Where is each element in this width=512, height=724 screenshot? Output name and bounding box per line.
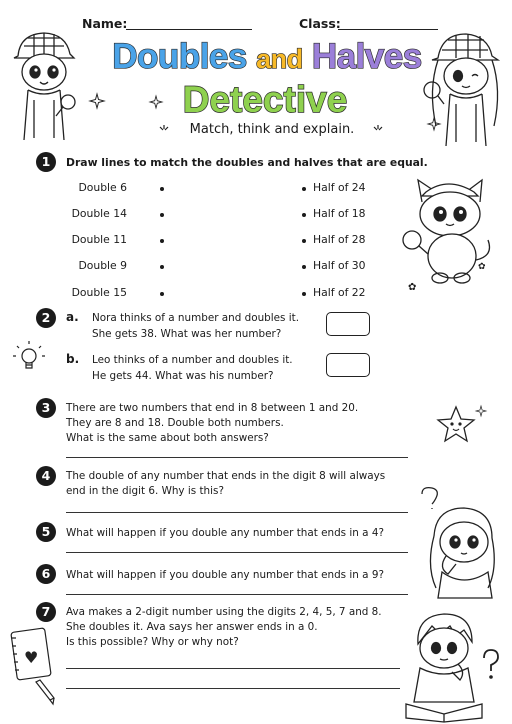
q2a-line1: Nora thinks of a number and doubles it.: [92, 312, 300, 324]
q1-left-item: Double 14: [71, 207, 127, 220]
thinking-boy-illustration: [404, 606, 486, 722]
q2b-line2: He gets 44. What was his number?: [92, 370, 274, 382]
q5-answer-line[interactable]: [66, 552, 408, 553]
sparkle-icon: [158, 125, 170, 137]
q1-left-dot[interactable]: [160, 265, 164, 269]
q2a-answer-box[interactable]: [326, 312, 370, 336]
worksheet-title: [112, 38, 422, 78]
subtitle: Match, think and explain.: [189, 122, 355, 137]
question-number-5: 5: [36, 522, 56, 542]
q6-line1: What will happen if you double any number that ends in a 9?: [66, 569, 384, 581]
q2-part-a-letter: a.: [66, 310, 79, 324]
q4-answer-line[interactable]: [66, 512, 408, 513]
q7-line3: Is this possible? Why or why not?: [66, 636, 239, 648]
q1-right-item: Half of 28: [313, 233, 366, 246]
q1-left-item: Double 6: [78, 181, 127, 194]
q4-line2: end in the digit 6. Why is this?: [66, 485, 224, 497]
paw-print-icon: ✿: [408, 282, 417, 293]
q1-left-dot[interactable]: [160, 213, 164, 217]
sparkle-icon: [372, 125, 384, 137]
sparkle-icon: [476, 406, 486, 416]
star-outline-icon: [90, 94, 104, 108]
q1-right-item: Half of 24: [313, 181, 366, 194]
q1-instruction: Draw lines to match the doubles and halves that are equal.: [66, 156, 428, 169]
q1-right-dot[interactable]: [302, 187, 306, 191]
question-number-1: 1: [36, 152, 56, 172]
q2b-answer-box[interactable]: [326, 353, 370, 377]
q1-right-dot[interactable]: [302, 213, 306, 217]
q5-line1: What will happen if you double any number that ends in a 4?: [66, 527, 384, 539]
q1-left-item: Double 9: [78, 259, 127, 272]
name-label: Name:: [82, 16, 128, 31]
q1-right-dot[interactable]: [302, 292, 306, 296]
question-mark-icon: [480, 648, 502, 682]
title-word-halves: Halves: [311, 37, 422, 76]
class-label: Class:: [299, 16, 341, 31]
q1-right-item: Half of 18: [313, 207, 366, 220]
q2b-line1: Leo thinks of a number and doubles it.: [92, 354, 293, 366]
question-number-3: 3: [36, 398, 56, 418]
detective-boy-illustration: [4, 28, 84, 144]
q4-line1: The double of any number that ends in the digit 8 will always: [66, 470, 386, 482]
question-number-7: 7: [36, 602, 56, 622]
q6-answer-line[interactable]: [66, 594, 408, 595]
q1-right-item: Half of 30: [313, 259, 366, 272]
q3-line1: There are two numbers that end in 8 between 1 and 20.: [66, 402, 359, 414]
q7-line2: She doubles it. Ava says her answer ends in a 0.: [66, 621, 318, 633]
thinking-girl-illustration: [408, 488, 504, 600]
q2-part-b-letter: b.: [66, 352, 80, 366]
q1-left-dot[interactable]: [160, 292, 164, 296]
q1-left-item: Double 15: [71, 286, 127, 299]
title-word-and: and: [256, 44, 303, 74]
lightbulb-icon: [12, 340, 46, 376]
paw-print-icon: ✿: [478, 262, 486, 272]
q1-right-item: Half of 22: [313, 286, 366, 299]
q1-right-dot[interactable]: [302, 239, 306, 243]
q1-right-dot[interactable]: [302, 265, 306, 269]
q1-left-dot[interactable]: [160, 239, 164, 243]
title-word-doubles: Doubles: [112, 37, 247, 76]
heart-icon: ♥: [24, 648, 39, 667]
name-field[interactable]: [126, 29, 252, 30]
q1-left-dot[interactable]: [160, 187, 164, 191]
q7-answer-line[interactable]: [66, 688, 400, 689]
question-number-6: 6: [36, 564, 56, 584]
question-number-4: 4: [36, 466, 56, 486]
q7-answer-line[interactable]: [66, 668, 400, 669]
q3-answer-line[interactable]: [66, 457, 408, 458]
q3-line2: They are 8 and 18. Double both numbers.: [66, 417, 284, 429]
title-word-detective: Detective: [182, 79, 348, 120]
star-icon: [436, 404, 476, 444]
detective-girl-illustration: [422, 30, 506, 150]
star-outline-icon: [150, 96, 162, 108]
q2a-line2: She gets 38. What was her number?: [92, 328, 282, 340]
q3-line3: What is the same about both answers?: [66, 432, 269, 444]
q7-line1: Ava makes a 2-digit number using the digits 2, 4, 5, 7 and 8.: [66, 606, 382, 618]
question-number-2: 2: [36, 308, 56, 328]
detective-cat-illustration: [400, 176, 496, 296]
q1-left-item: Double 11: [71, 233, 127, 246]
